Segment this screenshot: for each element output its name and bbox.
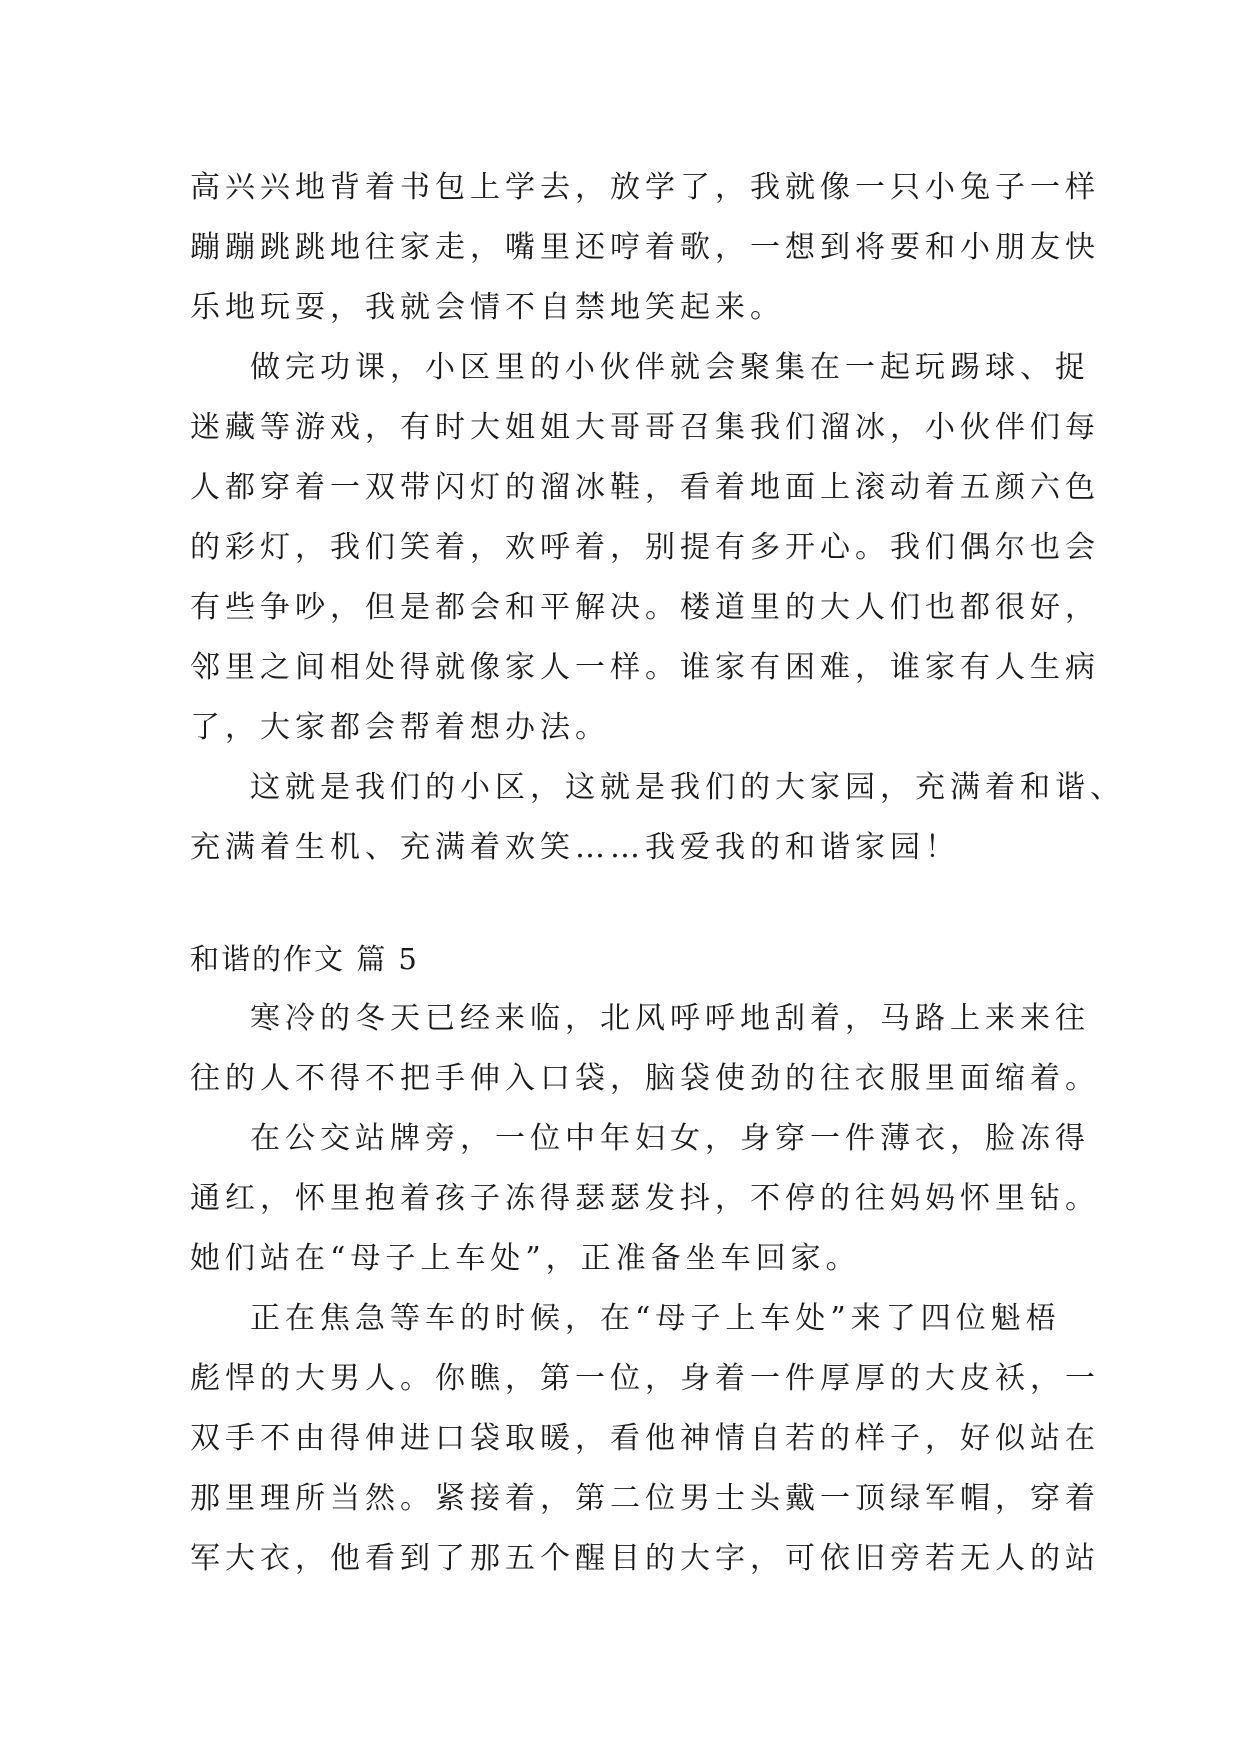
text-line: 邻里之间相处得就像家人一样。谁家有困难，谁家有人生病: [190, 650, 1100, 685]
text-line: 正在焦急等车的时候，在“母子上车处”来了四位魁梧: [250, 1301, 1061, 1336]
section-heading: 和谐的作文 篇 5: [190, 942, 419, 976]
text-line: 这就是我们的小区，这就是我们的大家园，充满着和谐、: [250, 770, 1125, 805]
text-line: 那里理所当然。紧接着，第二位男士头戴一顶绿军帽，穿着: [190, 1481, 1100, 1516]
text-line: 双手不由得伸进口袋取暖，看他神情自若的样子，好似站在: [190, 1421, 1100, 1456]
text-line: 寒冷的冬天已经来临，北风呼呼地刮着，马路上来来往: [250, 1001, 1090, 1036]
text-line: 在公交站牌旁，一位中年妇女，身穿一件薄衣，脸冻得: [250, 1121, 1090, 1156]
paragraph: [190, 989, 1100, 1109]
document-page: [190, 158, 1125, 1589]
text-line: 通红，怀里抱着孩子冻得瑟瑟发抖，不停的往妈妈怀里钻。: [190, 1181, 1100, 1216]
text-line: 做完功课，小区里的小伙伴就会聚集在一起玩踢球、捉: [250, 350, 1090, 385]
text-line: 充满着生机、充满着欢笑……我爱我的和谐家园！: [190, 830, 960, 865]
text-line: 人都穿着一双带闪灯的溜冰鞋，看着地面上滚动着五颜六色: [190, 470, 1100, 505]
paragraph: [190, 338, 1100, 758]
paragraph-continuation: [190, 158, 1100, 338]
text-line: 军大衣，他看到了那五个醒目的大字，可依旧旁若无人的站: [190, 1541, 1100, 1576]
text-line: 高兴兴地背着书包上学去，放学了，我就像一只小兔子一样: [190, 170, 1100, 205]
text-line: 蹦蹦跳跳地往家走，嘴里还哼着歌，一想到将要和小朋友快: [190, 230, 1100, 265]
text-line: 她们站在“母子上车处”，正准备坐车回家。: [190, 1241, 861, 1276]
text-line: 了，大家都会帮着想办法。: [190, 710, 610, 745]
paragraph: [190, 1289, 1100, 1589]
text-line: 乐地玩耍，我就会情不自禁地笑起来。: [190, 290, 785, 325]
text-line: 的彩灯，我们笑着，欢呼着，别提有多开心。我们偶尔也会: [190, 530, 1100, 565]
text-line: 有些争吵，但是都会和平解决。楼道里的大人们也都很好，: [190, 590, 1100, 625]
paragraph: [190, 1109, 1100, 1289]
text-line: 往的人不得不把手伸入口袋，脑袋使劲的往衣服里面缩着。: [190, 1061, 1100, 1096]
text-line: 迷藏等游戏，有时大姐姐大哥哥召集我们溜冰，小伙伴们每: [190, 410, 1100, 445]
text-line: 彪悍的大男人。你瞧，第一位，身着一件厚厚的大皮袄，一: [190, 1361, 1100, 1396]
paragraph: [190, 758, 1125, 878]
